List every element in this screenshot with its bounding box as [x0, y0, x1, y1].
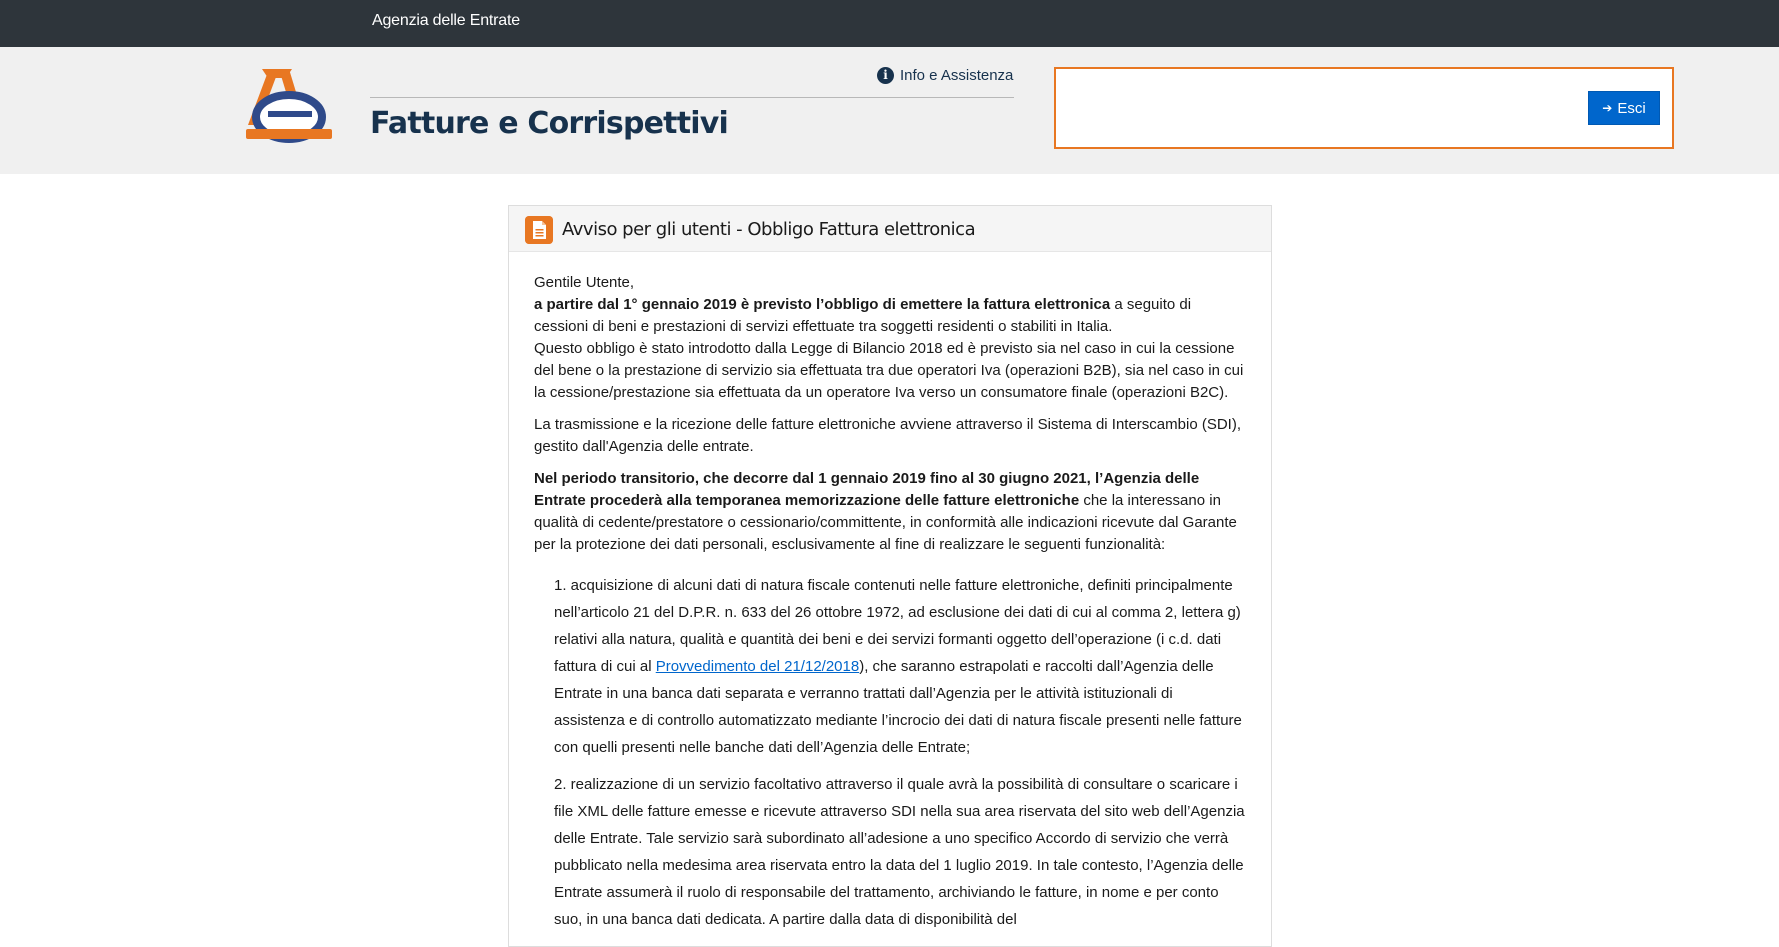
notice-panel-heading [509, 206, 1271, 252]
provvedimento-link[interactable]: Provvedimento del 21/12/2018 [655, 658, 860, 675]
logout-label: Esci [1617, 99, 1646, 117]
notice-paragraph-2: La trasmissione e la ricezione delle fatture elettroniche avviene attraverso il Sistema di Interscambio (SDI), gestito dall'Agenzia delle entrate. [534, 416, 1241, 455]
notice-body [509, 252, 1271, 933]
list-item-1-text: 1. acquisizione di alcuni dati di natura fiscale contenuti nelle fatture elettroniche, definiti principalmente nell’articolo 21 del D.P.R. n. 633 del 26 ottobre 1972, ad esclusione dei dati di cui al comma 2, lettera g) relativi alla natura, qualità e quantità dei beni e dei servizi formanti oggetto dell’operazione (i c.d. dati fattura di cui al [554, 577, 1241, 675]
notice-paragraph-3-bold: Nel periodo transitorio, che decorre dal 1 gennaio 2019 fino al 30 giugno 2021, l’Agenzia delle Entrate procederà alla temporanea memorizzazione delle fatture elettroniche [534, 470, 1200, 509]
notice-paragraph-1b: Questo obbligo è stato introdotto dalla Legge di Bilancio 2018 ed è previsto sia nel caso in cui la cessione del bene o la prestazione di servizio sia effettuata tra due operatori Iva (operazioni B2B), sia nel caso in cui la cessione/prestazione sia effettuata da un operatore Iva verso un consumatore finale (operazioni B2C). [534, 340, 1244, 401]
page-title: Fatture e Corrispettivi [370, 106, 728, 141]
list-item-1-text-end: ), che saranno estrapolati e raccolti dall’Agenzia delle Entrate in una banca dati separata e verranno trattati dall’Agenzia per le attività istituzionali di assistenza e di controllo automatizzato mediante l’incrocio dei dati di natura fiscale presenti nelle fatture con quelli presenti nelle banche dati dell’Agenzia delle Entrate; [554, 658, 1242, 756]
agenzia-logo-icon[interactable] [246, 67, 332, 143]
agency-brand-link[interactable]: Agenzia delle Entrate [372, 12, 520, 29]
logout-button[interactable] [1588, 91, 1660, 125]
top-bar [0, 0, 1779, 47]
info-icon: i [877, 67, 894, 84]
notice-panel [508, 205, 1272, 947]
sign-out-icon: ➔ [1602, 101, 1613, 115]
notice-paragraph-3-rest: che la interessano in qualità di cedente/prestatore o cessionario/committente, in conformità alle indicazioni ricevute dal Garante per la protezione dei dati personali, esclusivamente al fine di realizzare le seguenti funzionalità: [534, 492, 1237, 553]
greeting: Gentile Utente, [534, 274, 635, 291]
notice-paragraph-1-bold: a partire dal 1° gennaio 2019 è previsto l’obbligo di emettere la fattura elettronica [534, 296, 1111, 313]
notice-paragraph-3 [534, 468, 1246, 556]
list-item: 2. realizzazione di un servizio facoltativo attraverso il quale avrà la possibilità di consultare o scaricare i file XML delle fatture emesse e ricevute attraverso SDI nella sua area riservata del sito web dell’Agenzia delle Entrate. Tale servizio sarà subordinato all’adesione a uno specifico Accordo di servizio che verrà pubblicato nella medesima area riservata entro la data del 1 luglio 2019. In tale contesto, l’Agenzia delle Entrate assumerà il ruolo di responsabile del trattamento, archiviando le fatture, in nome e per conto suo, in una banca dati dedicata. A partire dalla data di disponibilità del [554, 776, 1245, 928]
notice-paragraph-1-rest: a seguito di cessioni di beni e prestazioni di servizi effettuate tra soggetti residenti o stabiliti in Italia. [534, 296, 1192, 335]
header-divider [370, 97, 1014, 98]
notice-title: Avviso per gli utenti - Obbligo Fattura elettronica [562, 219, 976, 240]
app-header [0, 47, 1779, 174]
list-item [554, 572, 1246, 761]
notice-paragraph-1 [534, 294, 1246, 338]
info-link-label: Info e Assistenza [900, 67, 1014, 84]
info-assistance-link[interactable] [877, 67, 1013, 84]
document-icon [525, 216, 553, 244]
user-area [1054, 67, 1674, 149]
